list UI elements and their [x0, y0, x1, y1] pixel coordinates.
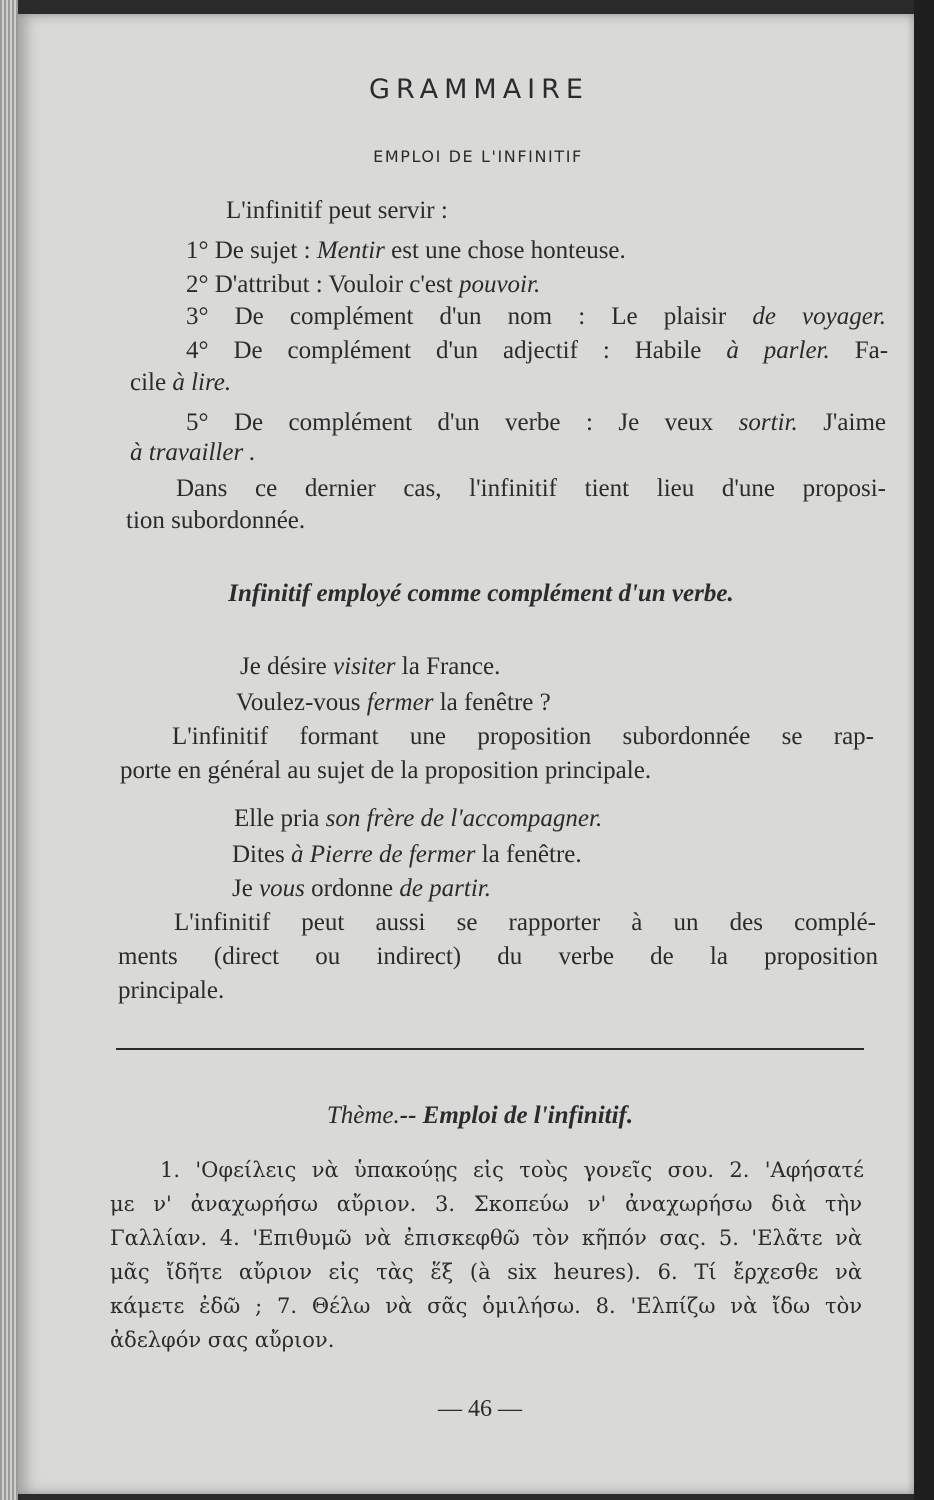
paragraph-line: L'infinitif formant une proposition subordonnée se rap- — [172, 723, 874, 750]
example-text: la fenêtre ? — [439, 689, 551, 716]
example-line — [236, 688, 551, 718]
list-item-4-cont — [130, 368, 231, 398]
item-number: 3° — [186, 303, 209, 330]
paragraph-line: tion subordonnée. — [126, 507, 306, 534]
example-line — [232, 840, 582, 870]
page-title: GRAMMAIRE — [369, 74, 589, 105]
greek-line: Γαλλίαν. 4. 'Επιθυμῶ νὰ ἐπισκεφθῶ τὸν κῆπόν σας. 5. 'Ελᾶτε νὰ — [110, 1226, 862, 1250]
greek-line: κάμετε ἐδῶ ; 7. Θέλω νὰ σᾶς ὁμιλήσω. 8. 'Ελπίζω νὰ ἴδω τὸν — [110, 1294, 862, 1318]
item-text: est une chose honteuse. — [391, 237, 626, 264]
list-item-5 — [186, 408, 886, 438]
item-text: De complément d'un nom : Le plaisir — [234, 303, 727, 330]
example-text: Je — [232, 875, 253, 902]
example-emph: de partir. — [399, 875, 492, 902]
book-page — [18, 14, 914, 1494]
item-number: 2° — [186, 271, 209, 298]
example-text: Voulez-vous — [236, 689, 361, 716]
horizontal-rule — [116, 1048, 864, 1050]
example-text: Dites — [232, 841, 285, 868]
example-text: ordonne — [311, 875, 394, 902]
list-item-5-cont — [130, 438, 256, 468]
page-number: — 46 — — [438, 1396, 522, 1422]
example-text: la fenêtre. — [481, 841, 582, 868]
item-number: 4° — [186, 337, 209, 364]
theme-heading-label: Thème. — [326, 1102, 400, 1129]
item-example: sortir. — [738, 409, 798, 436]
example-emph: visiter — [333, 653, 396, 680]
item-number: 1° — [186, 237, 209, 264]
intro-line: L'infinitif peut servir : — [226, 197, 448, 224]
example-emph: son frère de l'accompagner. — [325, 805, 603, 832]
item-text: Fa- — [854, 337, 889, 364]
paragraph-line: ments (direct ou indirect) du verbe de la proposition — [118, 943, 878, 970]
example-line — [234, 804, 602, 834]
example-text: Je désire — [240, 653, 327, 680]
example-emph: vous — [259, 875, 305, 902]
item-example: à parler. — [726, 337, 830, 364]
example-emph: à Pierre de fermer — [291, 841, 476, 868]
example-text: la France. — [401, 653, 501, 680]
paragraph-line: principale. — [118, 977, 225, 1004]
list-item-4 — [186, 336, 888, 366]
greek-line: 1. 'Οφείλεις νὰ ὑπακούῃς εἰς τοὺς γονεῖς σου. 2. 'Αφήσατέ — [160, 1158, 864, 1182]
page-subtitle: EMPLOI DE L'INFINITIF — [373, 147, 583, 166]
greek-line: ἀδελφόν σας αὔριον. — [110, 1328, 335, 1352]
item-text: De complément d'un verbe : Je veux — [233, 409, 714, 436]
item-text: De sujet : — [214, 237, 311, 264]
page-edge-left — [0, 0, 18, 1500]
item-example: à travailler . — [130, 439, 256, 466]
list-item-2 — [186, 270, 540, 300]
greek-line: μᾶς ἴδῆτε αὔριον εἰς τὰς ἕξ (à six heures). 6. Τί ἔρχεσθε νὰ — [110, 1260, 862, 1284]
example-emph: fermer — [366, 689, 434, 716]
paragraph-line: L'infinitif peut aussi se rapporter à un des complé- — [174, 909, 876, 936]
item-text: cile — [130, 369, 167, 396]
paragraph-line: porte en général au sujet de la proposition principale. — [120, 757, 652, 784]
greek-line: με ν' ἀναχωρήσω αὔριον. 3. Σκοπεύω ν' ἀναχωρήσω διὰ τὴν — [110, 1192, 862, 1216]
item-example: pouvoir. — [458, 271, 541, 298]
theme-heading — [18, 1102, 914, 1130]
item-example: de voyager. — [752, 303, 887, 330]
item-text: De complément d'un adjectif : Habile — [233, 337, 702, 364]
theme-heading-title: -- Emploi de l'infinitif. — [399, 1102, 634, 1129]
item-number: 5° — [186, 409, 209, 436]
example-text: Elle pria — [234, 805, 320, 832]
section-heading: Infinitif employé comme complément d'un verbe. — [228, 580, 734, 607]
list-item-1 — [186, 236, 626, 266]
paragraph-line: Dans ce dernier cas, l'infinitif tient lieu d'une proposi- — [176, 475, 886, 502]
item-text: J'aime — [823, 409, 887, 436]
item-text: D'attribut : Vouloir c'est — [214, 271, 453, 298]
example-line — [232, 874, 491, 904]
page-edge-right — [914, 0, 934, 1500]
item-example: Mentir — [316, 237, 385, 264]
list-item-3 — [186, 302, 886, 332]
example-line — [240, 652, 500, 682]
item-example: à lire. — [172, 369, 232, 396]
